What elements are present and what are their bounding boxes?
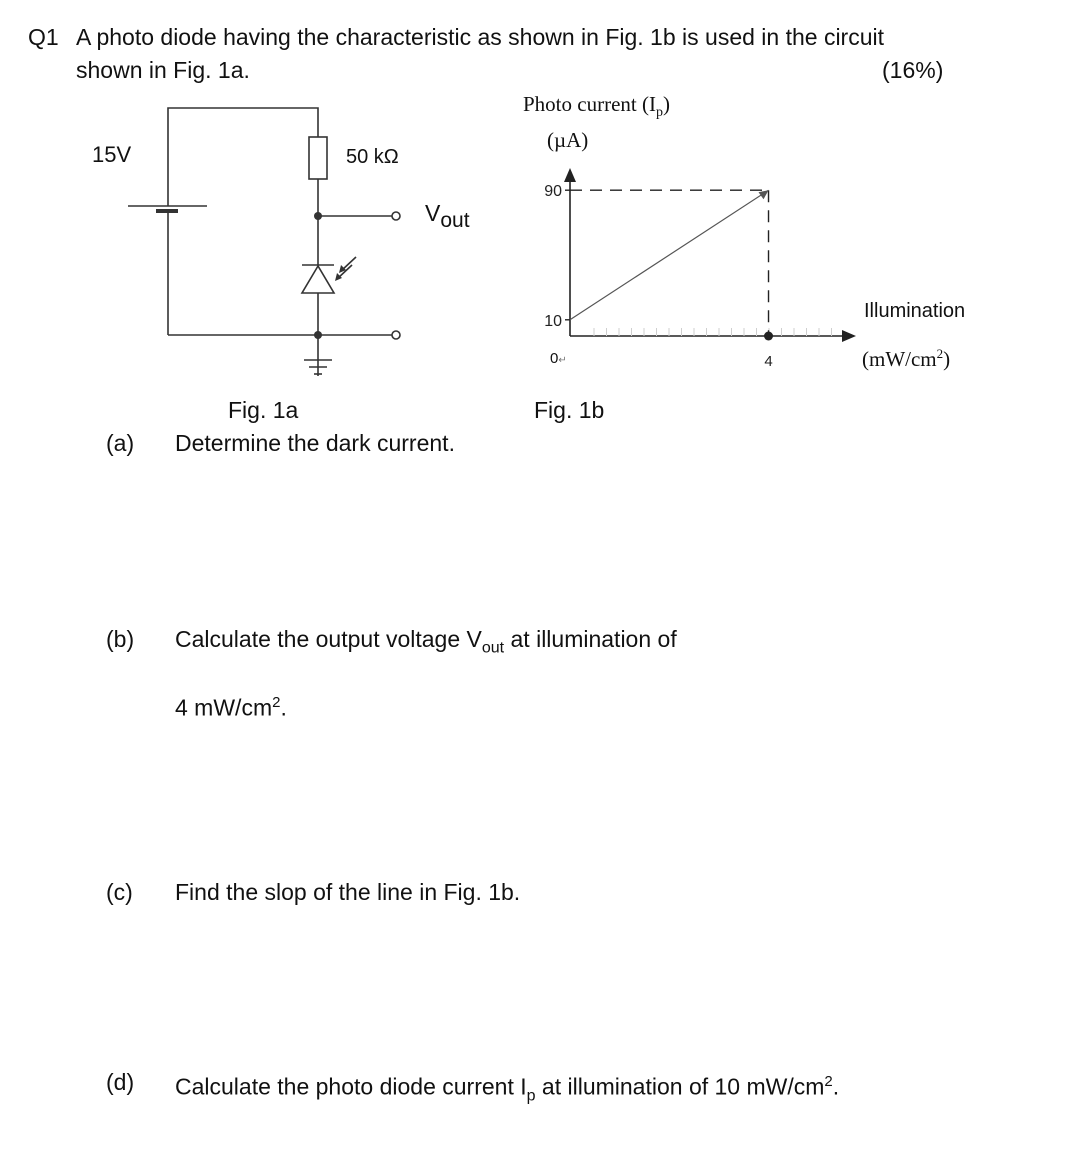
part-d-text-end: .: [832, 1073, 840, 1100]
x-axis-unit-open: (mW/cm: [862, 347, 937, 371]
diode-triangle: [302, 266, 334, 293]
junction-dot-top: [314, 212, 322, 220]
series-line: [570, 190, 769, 320]
part-b-text-after: at illumination of: [504, 626, 677, 652]
resistor-symbol: [309, 137, 327, 179]
question-text-line2: shown in Fig. 1a.: [76, 57, 250, 83]
data-point-x-4: [764, 332, 773, 341]
y-axis-unit: (µA): [547, 128, 589, 152]
y-axis-arrowhead: [564, 168, 576, 182]
part-c-label: (c): [106, 879, 133, 905]
x-axis-unit: [862, 346, 950, 372]
part-d-text-after: at illumination of 10 mW/cm: [535, 1073, 825, 1100]
question-number: Q1: [28, 24, 59, 50]
y-tick-label-90: 90: [544, 183, 562, 201]
part-b-line2-sup: 2: [272, 694, 281, 711]
y-axis-title: [523, 92, 670, 121]
ground-terminal: [392, 331, 400, 339]
part-a-label: (a): [106, 430, 135, 456]
part-b-line2-post: .: [280, 694, 287, 721]
y-tick-label-10: 10: [544, 312, 562, 330]
x-axis-unit-close: ): [943, 347, 951, 371]
resistor-label: 50 kΩ: [346, 146, 399, 168]
y-axis-title-close: ): [662, 92, 670, 116]
part-d-text-sub: p: [526, 1087, 536, 1105]
light-arrowhead-2: [335, 273, 342, 281]
part-b-line2-pre: 4 mW/cm: [175, 694, 273, 721]
question-text-line1: A photo diode having the characteristic as shown in Fig. 1b is used in the circuit: [76, 24, 885, 50]
part-b-text-before: Calculate the output voltage V: [175, 626, 482, 652]
origin-label-value: 0: [550, 350, 559, 367]
origin-label-mark: ↵: [558, 355, 567, 366]
x-tick-label-4: 4: [764, 353, 773, 370]
x-axis-unit-sup: 2: [936, 346, 944, 361]
fig-1b-caption: Fig. 1b: [534, 397, 605, 423]
x-axis-arrowhead: [842, 330, 856, 342]
part-d-label: (d): [106, 1069, 135, 1095]
origin-label: [550, 350, 567, 367]
x-axis-title: Illumination: [864, 300, 966, 322]
vout-terminal: [392, 212, 400, 220]
supply-voltage-label: 15V: [92, 142, 132, 167]
vout-label: [425, 200, 470, 233]
part-a-text: Determine the dark current.: [175, 430, 455, 456]
fig-1a-caption: Fig. 1a: [228, 397, 299, 423]
part-c-text: Find the slop of the line in Fig. 1b.: [175, 879, 521, 905]
circuit-diagram: [80, 95, 500, 395]
characteristic-graph: [520, 160, 860, 380]
junction-dot-bottom: [314, 331, 322, 339]
wire-top: [168, 108, 318, 206]
part-b-text-sub: out: [481, 639, 505, 657]
question-marks: (16%): [882, 57, 944, 83]
part-b-text: [175, 624, 677, 664]
series-line-arrowhead: [759, 190, 769, 199]
y-axis-title-main: Photo current (I: [523, 92, 656, 116]
part-d-text-before: Calculate the photo diode current I: [175, 1073, 527, 1100]
part-d-text: [175, 1067, 839, 1111]
y-axis-title-sub: p: [655, 105, 663, 121]
vout-label-main: V: [425, 200, 441, 226]
part-b-label: (b): [106, 626, 135, 652]
vout-label-sub: out: [440, 209, 470, 232]
part-b-text-line2: [175, 688, 287, 723]
part-d-text-sup: 2: [824, 1073, 833, 1090]
